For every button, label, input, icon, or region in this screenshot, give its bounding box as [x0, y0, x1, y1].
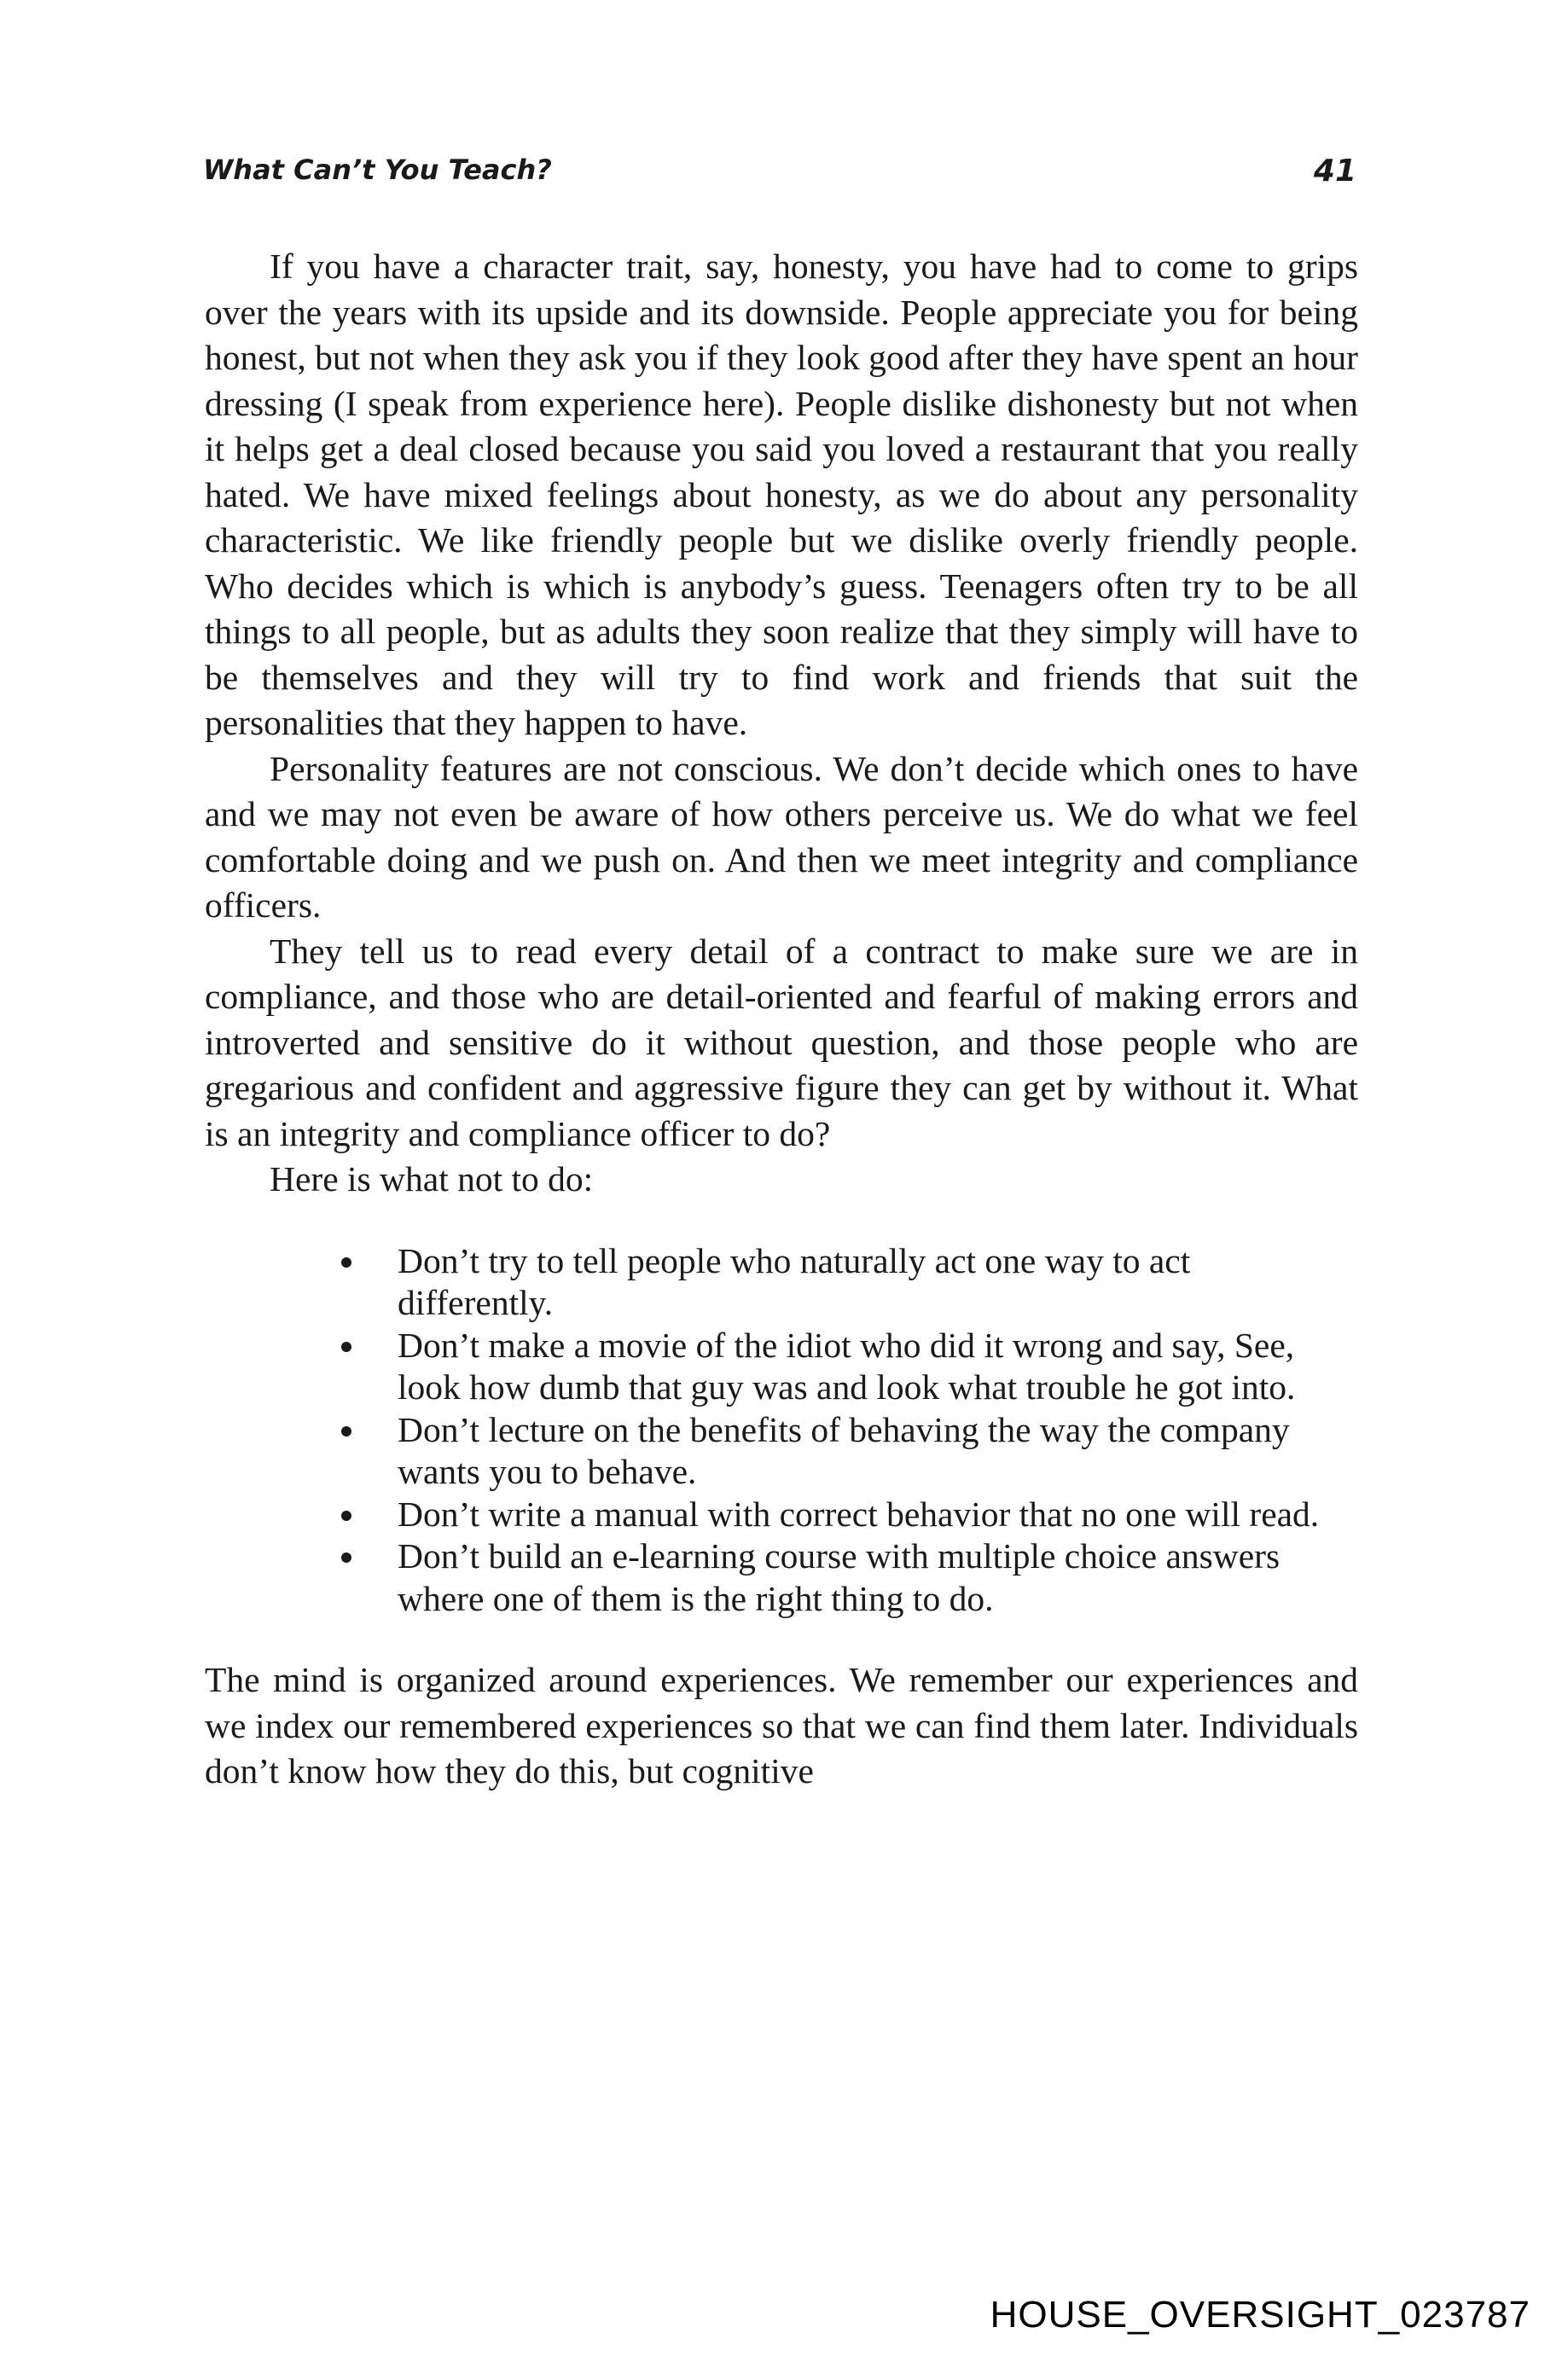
paragraph-mind-organized: The mind is organized around experiences. We remember our experiences and we index our remembered experiences so that we can find them later. Individuals don’t know how they do this, but cognitive [205, 1660, 1358, 1790]
bates-stamp: HOUSE_OVERSIGHT_023787 [990, 2294, 1530, 2336]
paragraph-personality: Personality features are not conscious. We don’t decide which ones to have and we may not even be aware of how others perceive us. We do what we feel comfortable doing and we push on. And then we meet integrity and compliance officers. [205, 748, 1358, 925]
bullet-icon [341, 1342, 351, 1352]
paragraph-honesty: If you have a character trait, say, honesty, you have had to come to grips over the years with its upside and its downside. People appreciate you for being honest, but not when they ask you if they look good after they have spent an hour dressing (I speak from experience here). People dislike dishonesty but not when it helps get a deal closed because you said you loved a restaurant that you really hated. We have mixed feelings about honesty, as we do about any personality characteristic. We like friendly people but we dislike overly friendly people. Who decides which is which is anybody’s guess. Teenagers often try to be all things to all people, but as adults they soon realize that they simply will have to be themselves and they will try to find work and friends that suit the personalities that they happen to have. [205, 247, 1358, 742]
page-number: 41 [1313, 154, 1356, 189]
body-text [205, 244, 1358, 1795]
list-item [205, 1325, 1358, 1409]
chapter-title: What Can’t You Teach? [203, 154, 552, 186]
list-item [205, 1535, 1358, 1620]
list-item-text: Don’t make a movie of the idiot who did it wrong and say, See, look how dumb that guy was and look what trouble he got into. [398, 1325, 1296, 1407]
bullet-icon [341, 1426, 351, 1436]
paragraph-what-not-to-do: Here is what not to do: [270, 1159, 594, 1198]
bullet-list [205, 1240, 1358, 1621]
list-item [205, 1494, 1358, 1536]
bullet-icon [341, 1511, 351, 1521]
list-item-text: Don’t build an e-learning course with multiple choice answers where one of them is the right thing to do. [398, 1536, 1281, 1618]
paragraph-compliance: They tell us to read every detail of a contract to make sure we are in compliance, and those who are detail-oriented and fearful of making errors and introverted and sensitive do it without question, and those people who are gregarious and confident and aggressive figure they can get by without it. What is an integrity and compliance officer to do? [205, 931, 1358, 1153]
list-item-text: Don’t try to tell people who naturally act one way to act differently. [398, 1240, 1191, 1322]
list-item-text: Don’t write a manual with correct behavior that no one will read. [398, 1494, 1320, 1534]
list-item [205, 1240, 1358, 1325]
running-head [203, 154, 1356, 198]
bullet-icon [341, 1552, 351, 1563]
list-item-text: Don’t lecture on the benefits of behaving the way the company wants you to behave. [398, 1409, 1290, 1491]
list-item [205, 1409, 1358, 1494]
bullet-icon [341, 1257, 351, 1268]
